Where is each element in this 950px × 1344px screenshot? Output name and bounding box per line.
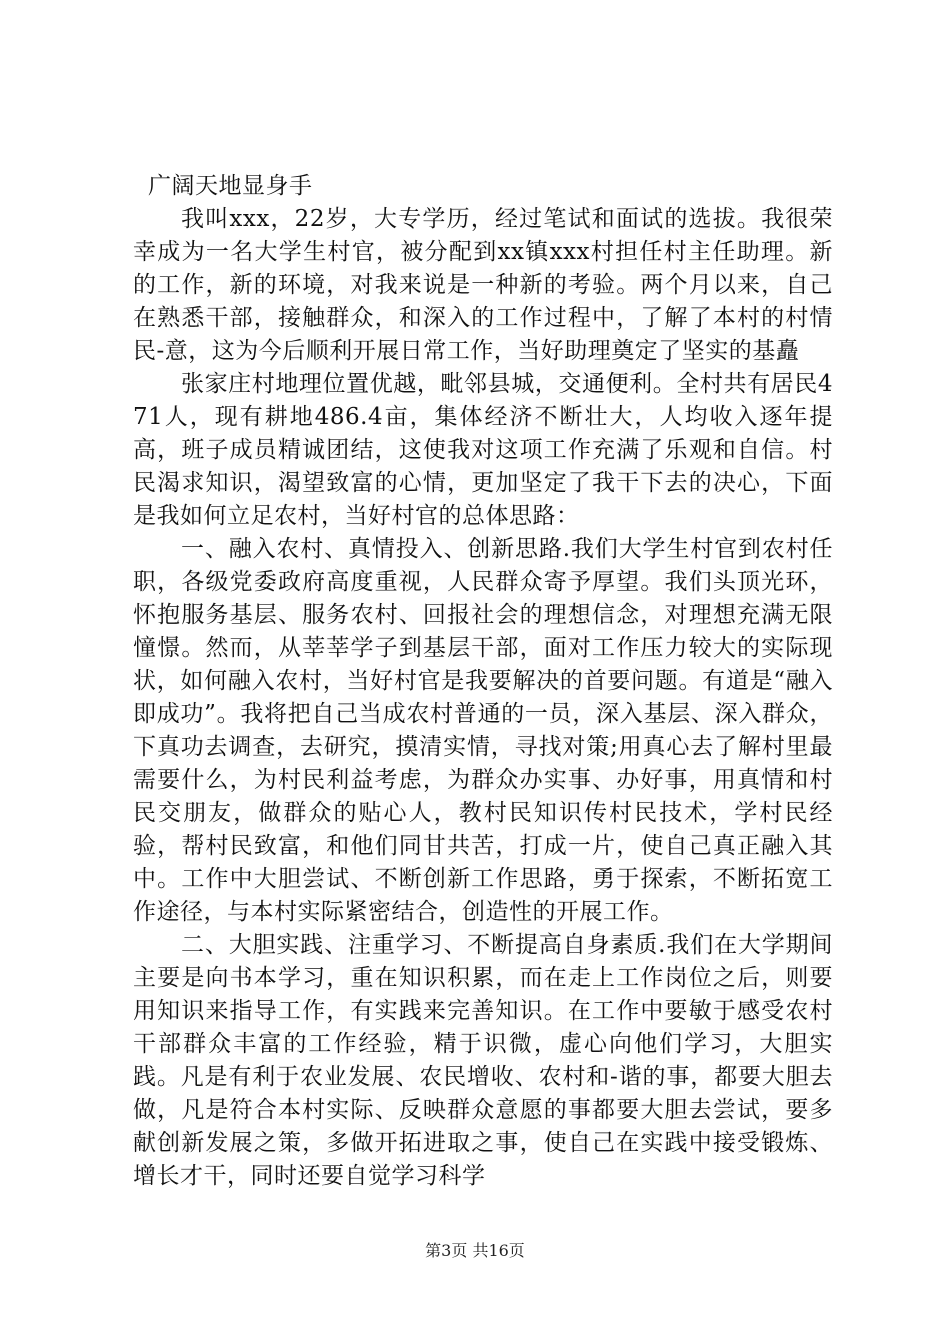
paragraph-intro: 我叫xxx，22岁，大专学历，经过笔试和面试的选拔。我很荣幸成为一名大学生村官，被分配到xx镇xxx村担任村主任助理。新的工作，新的环境，对我来说是一种新的考验。两个月以来，自己在熟悉干部，接触群众，和深入的工作过程中，了解了本村的村情民-意，这为今后顺利开展日常工作，当好助理奠定了坚实的基矗 bbox=[133, 206, 833, 364]
document-body bbox=[133, 170, 833, 1193]
paragraph-point-one: 一、融入农村、真情投入、创新思路.我们大学生村官到农村任职，各级党委政府高度重视，人民群众寄予厚望。我们头顶光环，怀抱服务基层、服务农村、回报社会的理想信念，对理想充满无限憧憬。然而，从莘莘学子到基层干部，面对工作压力较大的实际现状，如何融入农村，当好村官是我要解决的首要问题。有道是“融入即成功”。我将把自己当成农村普通的一员，深入基层、深入群众，下真功去调查，去研究，摸清实情，寻找对策;用真心去了解村里最需要什么，为村民利益考虑，为群众办实事、办好事，用真情和村民交朋友，做群众的贴心人，教村民知识传村民技术，学村民经验，帮村民致富，和他们同甘共苦，打成一片，使自己真正融入其中。工作中大胆尝试、不断创新工作思路，勇于探索，不断拓宽工作途径，与本村实际紧密结合，创造性的开展工作。 bbox=[133, 536, 833, 925]
page-number-footer: 第3页 共16页 bbox=[425, 1241, 525, 1260]
paragraph-village-overview: 张家庄村地理位置优越，毗邻县城，交通便利。全村共有居民471人，现有耕地486.4亩，集体经济不断壮大，人均收入逐年提高，班子成员精诚团结，这使我对这项工作充满了乐观和自信。村民渴求知识，渴望致富的心情，更加坚定了我干下去的决心，下面是我如何立足农村，当好村官的总体思路： bbox=[133, 371, 833, 529]
paragraph-point-two: 二、大胆实践、注重学习、不断提高自身素质.我们在大学期间主要是向书本学习，重在知识积累，而在走上工作岗位之后，则要用知识来指导工作，有实践来完善知识。在工作中要敏于感受农村干部群众丰富的工作经验，精于识微，虚心向他们学习，大胆实践。凡是有利于农业发展、农民增收、农村和-谐的事，都要大胆去做，凡是符合本村实际、反映群众意愿的事都要大胆去尝试，要多献创新发展之策，多做开拓进取之事，使自己在实践中接受锻炼、增长才干，同时还要自觉学习科学 bbox=[133, 932, 833, 1189]
document-title: 广阔天地显身手 bbox=[148, 173, 313, 199]
